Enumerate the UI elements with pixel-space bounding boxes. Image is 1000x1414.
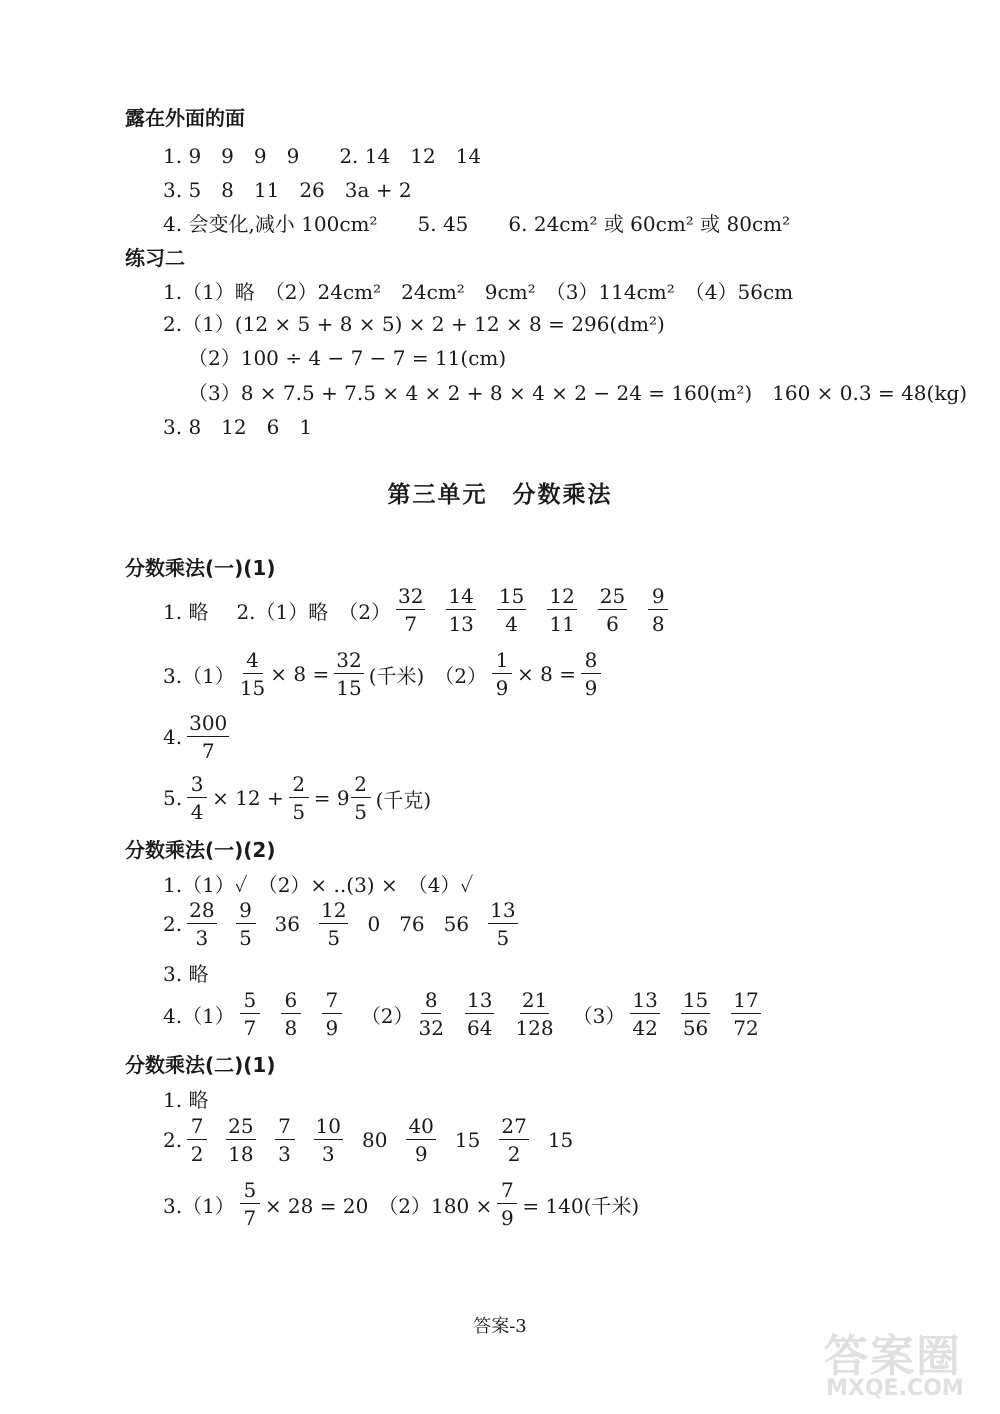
denominator: 5 (327, 926, 341, 950)
fraction (226, 1116, 255, 1164)
answer-text: 2. (163, 912, 183, 936)
fraction (314, 1116, 343, 1164)
numerator: 12 (549, 584, 575, 608)
denominator: 72 (733, 1016, 759, 1040)
watermark-text: 答案圈 (824, 1331, 962, 1382)
numerator: 27 (501, 1114, 527, 1138)
denominator: 128 (515, 1016, 554, 1040)
answer-value: 36 (274, 912, 300, 936)
answer-text: 2.（1）略 （2） (236, 599, 391, 624)
fraction (648, 586, 668, 634)
fraction (240, 990, 260, 1038)
answer-line: 2.（1）(12 × 5 + 8 × 5) × 2 + 12 × 8 = 296(dm²) (163, 312, 665, 336)
fraction (396, 586, 425, 634)
fraction (289, 774, 309, 822)
numerator: 13 (632, 988, 658, 1012)
denominator: 4 (505, 612, 518, 636)
fraction (187, 713, 229, 761)
denominator: 11 (549, 612, 575, 636)
fraction-group (414, 990, 559, 1038)
fraction (630, 990, 659, 1038)
answer-text: 4.（1） (163, 1003, 235, 1028)
answer-text: × 28 = 20 （2）180 × (264, 1193, 493, 1218)
answer-text: 3.（1） (163, 663, 235, 688)
unit-title: 第三单元 分数乘法 (387, 482, 613, 508)
fraction (492, 650, 512, 698)
denominator: 7 (201, 739, 215, 763)
denominator: 18 (228, 1142, 254, 1166)
fraction (515, 990, 553, 1038)
numerator: 6 (281, 990, 301, 1014)
fraction (681, 990, 710, 1038)
fraction (446, 586, 475, 634)
fraction (240, 650, 265, 698)
answer-text: 3.（1） (163, 1193, 235, 1218)
denominator: 56 (682, 1016, 709, 1040)
denominator: 4 (190, 800, 204, 824)
denominator: 3 (195, 926, 209, 950)
denominator: 9 (414, 1142, 428, 1166)
denominator: 9 (500, 1206, 514, 1230)
fraction (406, 1116, 435, 1164)
numerator: 21 (521, 988, 548, 1012)
fraction (319, 900, 348, 948)
answer-line (163, 1180, 639, 1228)
fraction (465, 990, 494, 1038)
numerator: 2 (351, 774, 371, 798)
answer-text: （2） (360, 1003, 414, 1028)
fraction (499, 1116, 528, 1164)
answer-text: × 8 = (270, 662, 330, 686)
numerator: 1 (492, 650, 512, 674)
answer-line (163, 990, 766, 1038)
answer-line: 3. 5 8 11 26 3a + 2 (163, 178, 412, 202)
fraction (497, 1180, 517, 1228)
answer-text: (千米) （2） (368, 663, 488, 688)
answer-line (163, 650, 606, 698)
fraction (187, 774, 207, 822)
numerator: 13 (467, 988, 493, 1012)
fraction (419, 990, 444, 1038)
answer-line: 1. 9 9 9 9 2. 14 12 14 (163, 144, 482, 168)
answer-value: 0 (367, 912, 381, 936)
denominator: 15 (239, 676, 266, 700)
fraction (187, 1116, 207, 1164)
denominator: 2 (507, 1142, 521, 1166)
fraction (351, 774, 371, 822)
answer-line (163, 774, 431, 822)
fraction (731, 990, 760, 1038)
fraction-group (625, 990, 765, 1038)
fraction (581, 650, 601, 698)
numerator: 7 (322, 990, 342, 1014)
numerator: 7 (187, 1116, 207, 1140)
denominator: 64 (467, 1016, 493, 1040)
numerator: 5 (240, 990, 260, 1014)
numerator: 17 (733, 988, 759, 1012)
denominator: 42 (632, 1016, 658, 1040)
answer-line: （2）100 ÷ 4 − 7 − 7 = 11(cm) (188, 346, 507, 370)
answer-line: （3）8 × 7.5 + 7.5 × 4 × 2 + 8 × 4 × 2 − 24 = 160(m²) 160 × 0.3 = 48(kg) (188, 381, 968, 405)
numerator: 15 (682, 988, 709, 1012)
answer-line: 1.（1）略 （2）24cm² 24cm² 9cm² （3）114cm² （4）56cm (163, 280, 794, 304)
fraction (240, 1180, 260, 1228)
numerator: 3 (187, 774, 207, 798)
section-heading-exposed-faces: 露在外面的面 (125, 106, 245, 130)
fraction (236, 900, 256, 948)
item-list (182, 1116, 578, 1164)
numerator: 25 (228, 1114, 254, 1138)
fraction-list (391, 586, 673, 634)
answer-line: 3. 略 (163, 962, 209, 986)
denominator: 15 (336, 676, 362, 700)
answer-text: 4. (163, 725, 183, 749)
denominator: 3 (321, 1142, 335, 1166)
numerator: 8 (421, 990, 441, 1014)
denominator: 7 (404, 612, 418, 636)
answer-line (163, 900, 523, 948)
numerator: 25 (599, 584, 626, 608)
denominator: 5 (239, 926, 252, 950)
fraction (488, 900, 517, 948)
numerator: 8 (581, 650, 601, 674)
numerator: 4 (243, 650, 263, 674)
section-heading-fraction-mult-1-1: 分数乘法(一)(1) (125, 556, 276, 580)
numerator: 32 (336, 648, 362, 672)
fraction (497, 586, 526, 634)
answer-value: 76 (399, 912, 425, 936)
answer-line (163, 1116, 578, 1164)
numerator: 10 (315, 1114, 341, 1138)
denominator: 9 (325, 1016, 339, 1040)
fraction (322, 990, 342, 1038)
numerator: 7 (497, 1180, 517, 1204)
answer-text: × 12 + (212, 786, 284, 810)
denominator: 9 (495, 676, 509, 700)
numerator: 28 (189, 898, 215, 922)
answer-value: 15 (454, 1128, 481, 1152)
numerator: 9 (648, 586, 668, 610)
numerator: 7 (275, 1116, 295, 1140)
fraction (187, 900, 216, 948)
denominator: 8 (284, 1016, 298, 1040)
answer-value: 80 (362, 1128, 388, 1152)
numerator: 2 (289, 774, 309, 798)
fraction (598, 586, 627, 634)
answer-text: = 140(千米) (522, 1193, 640, 1218)
denominator: 9 (584, 676, 598, 700)
answer-line: 1. 略 (163, 1088, 209, 1112)
denominator: 2 (190, 1142, 204, 1166)
page-number: 答案-3 (473, 1316, 527, 1337)
numerator: 5 (240, 1180, 260, 1204)
numerator: 40 (408, 1114, 434, 1138)
denominator: 5 (354, 800, 367, 824)
answer-text: 2. (163, 1128, 183, 1152)
answer-text: 1. 略 (163, 599, 209, 624)
fraction (275, 1116, 295, 1164)
fraction (281, 990, 301, 1038)
numerator: 9 (236, 900, 256, 924)
answer-text: = 9 (313, 786, 350, 810)
fraction-group (235, 990, 347, 1038)
answer-value: 56 (443, 912, 470, 936)
answer-line: 3. 8 12 6 1 (163, 415, 313, 439)
denominator: 32 (418, 1016, 444, 1040)
fraction (334, 650, 363, 698)
numerator: 300 (189, 711, 228, 735)
numerator: 14 (448, 584, 474, 608)
answer-text: (千克) (375, 787, 432, 812)
answer-line: 4. 会变化,减小 100cm² 5. 45 6. 24cm² 或 60cm² 或 80cm² (163, 212, 791, 236)
item-list (182, 900, 522, 948)
section-heading-fraction-mult-1-2: 分数乘法(一)(2) (125, 838, 276, 862)
answer-text: （3） (572, 1003, 626, 1028)
section-heading-fraction-mult-2-1: 分数乘法(二)(1) (125, 1053, 276, 1077)
denominator: 7 (243, 1206, 257, 1230)
denominator: 8 (651, 612, 665, 636)
answer-line: 1.（1）✓ （2）× ..(3) × （4）✓ (163, 873, 474, 897)
numerator: 12 (321, 898, 347, 922)
fraction (547, 586, 576, 634)
numerator: 32 (397, 584, 424, 608)
answer-value: 15 (547, 1128, 574, 1152)
denominator: 13 (448, 612, 474, 636)
numerator: 15 (498, 584, 525, 608)
denominator: 6 (606, 612, 619, 636)
denominator: 5 (496, 926, 510, 950)
denominator: 3 (278, 1142, 291, 1166)
answer-line (163, 586, 673, 634)
watermark-logo (816, 1318, 986, 1410)
numerator: 13 (490, 898, 516, 922)
watermark-url: MXQE.COM (826, 1376, 964, 1401)
denominator: 5 (292, 800, 306, 824)
denominator: 7 (243, 1016, 257, 1040)
answer-text: 5. (163, 786, 183, 810)
answer-line (163, 713, 234, 761)
answer-text: × 8 = (517, 662, 576, 686)
section-heading-exercise-2: 练习二 (125, 246, 185, 270)
